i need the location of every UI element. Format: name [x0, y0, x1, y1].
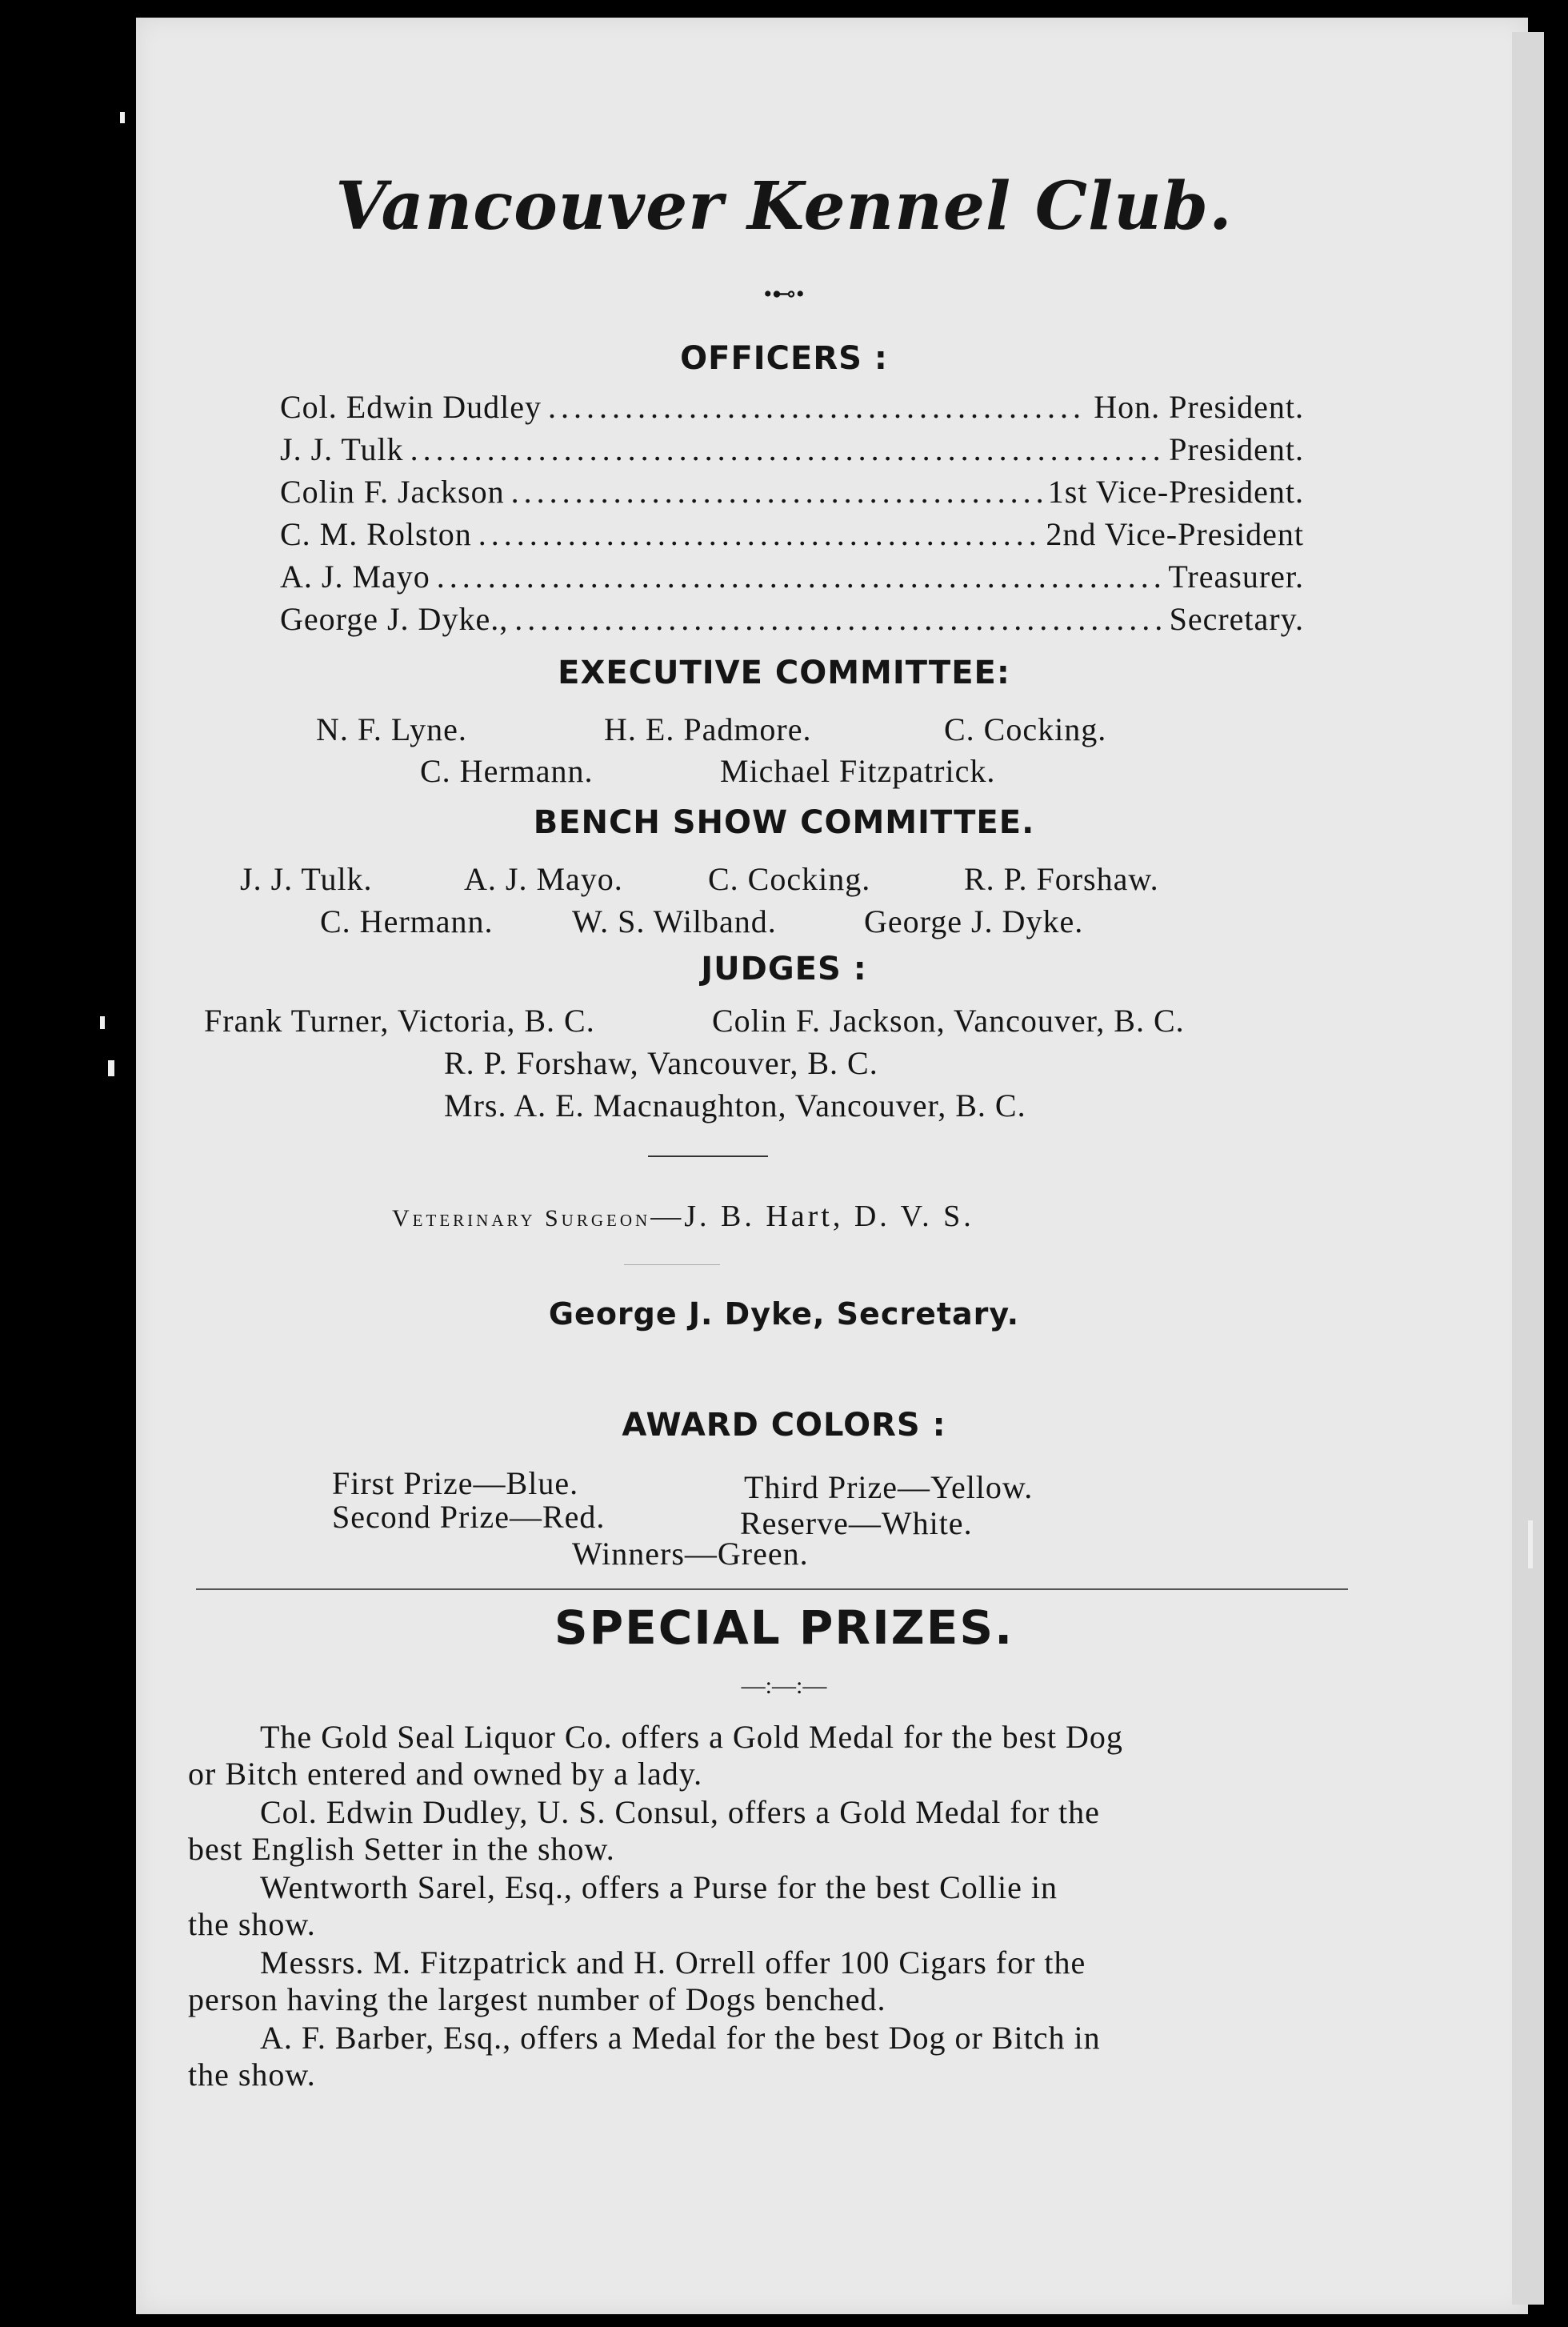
committee-member: C. Hermann. [320, 903, 494, 939]
prize-line: A. F. Barber, Esq., offers a Medal for the best Dog or Bitch in [260, 2020, 1101, 2056]
secretary-line: George J. Dyke, Secretary. [548, 1296, 1020, 1332]
officer-name: J. J. Tulk [280, 431, 404, 467]
award-color: Reserve—White. [740, 1505, 973, 1541]
committee-member: W. S. Wilband. [572, 903, 777, 939]
committee-member: Michael Fitzpatrick. [720, 753, 996, 789]
officer-row [280, 431, 1304, 468]
prize-line: or Bitch entered and owned by a lady. [188, 1756, 703, 1792]
prize-paragraph [188, 1794, 1348, 1868]
officers-heading: OFFICERS : [680, 340, 888, 377]
officer-row [280, 600, 1304, 638]
judge-entry: R. P. Forshaw, Vancouver, B. C. [444, 1045, 878, 1081]
leader-dots [478, 515, 1040, 553]
bench-heading: BENCH SHOW COMMITTEE. [533, 804, 1035, 841]
judge-entry: Frank Turner, Victoria, B. C. [204, 1003, 595, 1039]
prize-line: best English Setter in the show. [188, 1831, 615, 1867]
committee-member: J. J. Tulk. [240, 861, 373, 897]
veterinary-name: —J. B. Hart, D. V. S. [650, 1200, 974, 1233]
special-prizes-heading: SPECIAL PRIZES. [554, 1600, 1014, 1655]
committee-member: R. P. Forshaw. [964, 861, 1159, 897]
award-colors-heading: AWARD COLORS : [622, 1407, 946, 1444]
officer-role: 2nd Vice-President [1046, 516, 1304, 552]
prize-paragraph [188, 1719, 1348, 1792]
officer-name: C. M. Rolston [280, 516, 472, 552]
leader-dots [410, 431, 1163, 468]
margin-speck [108, 1060, 114, 1076]
officer-role: President. [1169, 431, 1304, 467]
margin-speck [100, 1016, 105, 1029]
officer-role: Secretary. [1169, 601, 1304, 637]
committee-member: C. Hermann. [420, 753, 594, 789]
leader-dots [511, 473, 1042, 511]
section-rule [196, 1588, 1348, 1590]
committee-member: H. E. Padmore. [604, 711, 812, 747]
award-color: Second Prize—Red. [332, 1499, 606, 1535]
prize-line: Messrs. M. Fitzpatrick and H. Orrell offer 100 Cigars for the [260, 1945, 1086, 1981]
committee-member: George J. Dyke. [864, 903, 1084, 939]
officer-row [280, 473, 1304, 511]
award-color: Winners—Green. [572, 1536, 809, 1572]
prize-line: the show. [188, 1906, 316, 1942]
divider-rule [648, 1155, 768, 1157]
leader-dots [437, 558, 1162, 595]
page-title: Vancouver Kennel Club. [335, 168, 1233, 245]
officer-row [280, 388, 1304, 426]
judge-entry: Mrs. A. E. Macnaughton, Vancouver, B. C. [444, 1087, 1026, 1123]
veterinary-line [392, 1199, 974, 1234]
officer-role: Treasurer. [1168, 559, 1304, 595]
officer-name: George J. Dyke., [280, 601, 509, 637]
prize-paragraph [188, 2020, 1348, 2093]
title-ornament: •⊷• [763, 281, 805, 307]
judges-heading: JUDGES : [701, 951, 867, 987]
committee-member: C. Cocking. [708, 861, 871, 897]
veterinary-label: Veterinary Surgeon [392, 1205, 651, 1232]
executive-heading: EXECUTIVE COMMITTEE: [558, 655, 1010, 691]
prize-line: Wentworth Sarel, Esq., offers a Purse for the best Collie in [260, 1869, 1058, 1905]
officer-row [280, 558, 1304, 595]
judge-entry: Colin F. Jackson, Vancouver, B. C. [712, 1003, 1185, 1039]
committee-member: C. Cocking. [944, 711, 1107, 747]
officer-role: 1st Vice-President. [1047, 474, 1304, 510]
prize-line: The Gold Seal Liquor Co. offers a Gold Medal for the best Dog [260, 1719, 1123, 1755]
officer-role: Hon. President. [1094, 389, 1304, 425]
leader-dots [514, 600, 1162, 638]
officer-name: Col. Edwin Dudley [280, 389, 542, 425]
award-color: First Prize—Blue. [332, 1465, 579, 1501]
prize-line: Col. Edwin Dudley, U. S. Consul, offers a Gold Medal for the [260, 1794, 1100, 1830]
prize-paragraph [188, 1945, 1348, 2018]
margin-speck [120, 112, 125, 123]
special-prizes-divider: —:—:— [741, 1672, 827, 1699]
prize-paragraph [188, 1869, 1348, 1943]
prize-line: the show. [188, 2057, 316, 2093]
committee-member: A. J. Mayo. [464, 861, 623, 897]
prize-line: person having the largest number of Dogs benched. [188, 1981, 886, 2017]
divider-rule [624, 1264, 720, 1265]
leader-dots [548, 388, 1087, 426]
officer-name: Colin F. Jackson [280, 474, 505, 510]
margin-speck [1528, 1520, 1533, 1568]
officer-row [280, 515, 1304, 553]
award-color: Third Prize—Yellow. [744, 1469, 1034, 1505]
committee-member: N. F. Lyne. [316, 711, 467, 747]
officer-name: A. J. Mayo [280, 559, 430, 595]
